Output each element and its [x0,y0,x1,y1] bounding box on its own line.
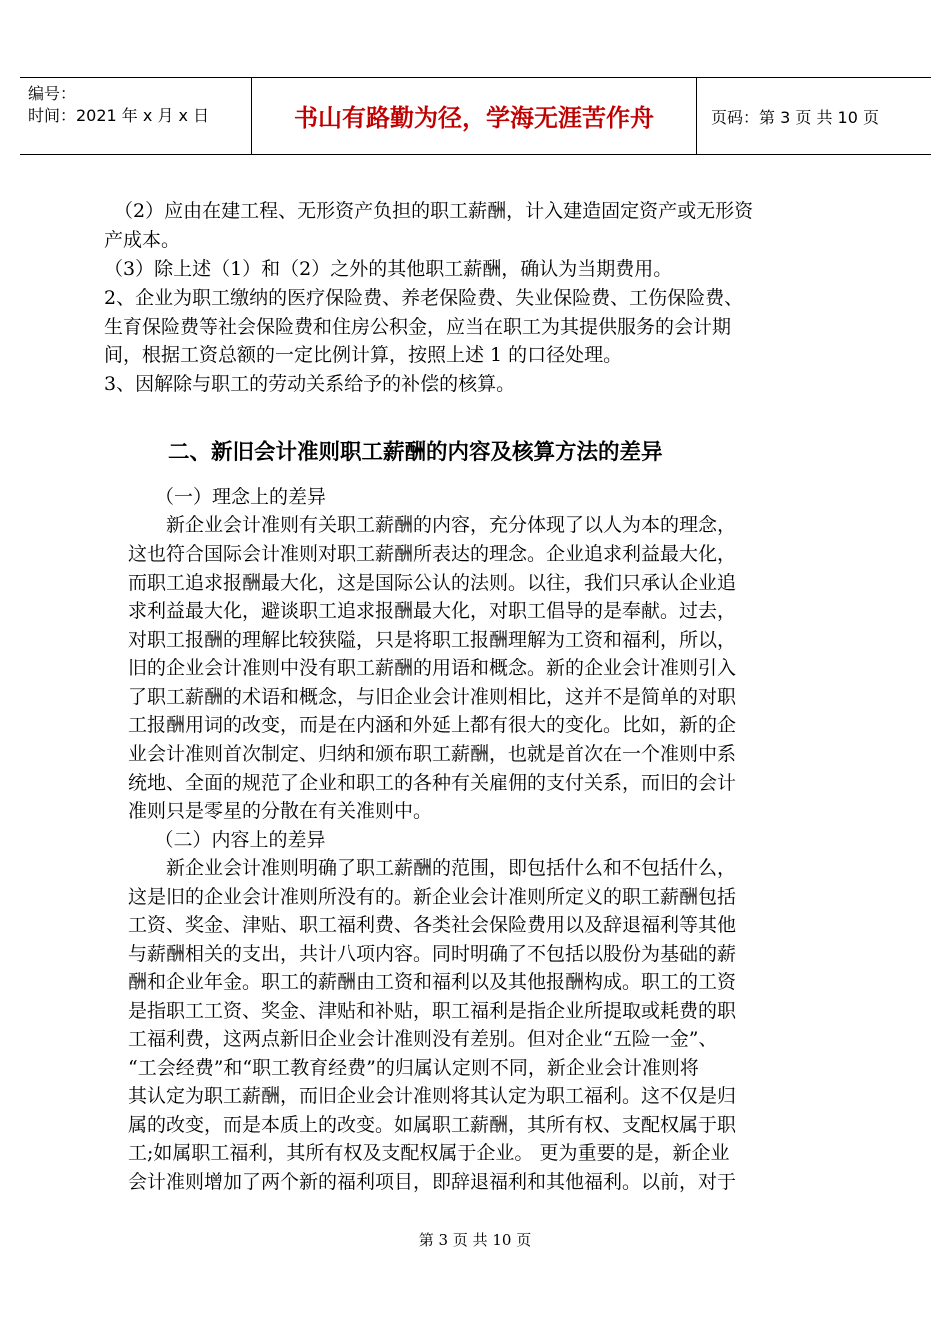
body-line: 了职工薪酬的术语和概念，与旧企业会计准则相比，这并不是简单的对职 [128,686,737,708]
section-heading: 二、新旧会计准则职工薪酬的内容及核算方法的差异 [168,440,663,465]
body-line: 工资、奖金、津贴、职工福利费、各类社会保险费用以及辞退福利等其他 [128,914,737,936]
body-line: 这也符合国际会计准则对职工薪酬所表达的理念。企业追求利益最大化， [128,543,737,565]
header-table [20,77,931,155]
header-page-code: 页码：第 3 页 共 10 页 [711,108,879,127]
body-line: 对职工报酬的理解比较狭隘，只是将职工报酬理解为工资和福利，所以， [128,629,737,651]
header-page-cell [697,78,931,154]
body-line: 是指职工工资、奖金、津贴和补贴，职工福利是指企业所提取或耗费的职 [128,1000,737,1022]
header-info-cell [20,78,251,154]
body-line: 其认定为职工薪酬，而旧企业会计准则将其认定为职工福利。这不仅是归 [128,1085,737,1107]
document-number-label: 编号： [28,84,77,103]
body-line: （3）除上述（1）和（2）之外的其他职工薪酬，确认为当期费用。 [104,258,673,280]
body-line: 间，根据工资总额的一定比例计算，按照上述 1 的口径处理。 [104,344,623,366]
document-time-label: 时间：2021 年 x 月 x 日 [28,106,210,125]
body-line: 求利益最大化，避谈职工追求报酬最大化，对职工倡导的是奉献。过去， [128,600,737,622]
header-motto: 书山有路勤为径，学海无涯苦作舟 [294,104,654,132]
subsection-heading: （二）内容上的差异 [145,829,326,851]
body-line: 工;如属职工福利，其所有权及支配权属于企业。 更为重要的是，新企业 [128,1142,730,1164]
body-line: 会计准则增加了两个新的福利项目，即辞退福利和其他福利。以前，对于 [128,1171,737,1193]
body-line: 新企业会计准则有关职工薪酬的内容，充分体现了以人为本的理念， [128,514,737,536]
body-line: 属的改变，而是本质上的改变。如属职工薪酬，其所有权、支配权属于职 [128,1114,737,1136]
body-line: 工福利费，这两点新旧企业会计准则没有差别。但对企业“五险一金”、 [128,1028,718,1050]
header-motto-cell [251,78,697,154]
body-line: 生育保险费等社会保险费和住房公积金，应当在职工为其提供服务的会计期 [104,316,732,338]
body-line: 产成本。 [104,229,181,251]
body-line: “工会经费”和“职工教育经费”的归属认定则不同，新企业会计准则将 [128,1057,699,1079]
body-line: 而职工追求报酬最大化，这是国际公认的法则。以往，我们只承认企业追 [128,572,737,594]
body-line: （2）应由在建工程、无形资产负担的职工薪酬，计入建造固定资产或无形资 [114,200,754,222]
body-line: 2、企业为职工缴纳的医疗保险费、养老保险费、失业保险费、工伤保险费、 [104,287,744,309]
subsection-heading: （一）理念上的差异 [155,486,327,508]
page-footer: 第 3 页 共 10 页 [418,1231,532,1249]
body-line: 酬和企业年金。职工的薪酬由工资和福利以及其他报酬构成。职工的工资 [128,971,737,993]
body-line: 业会计准则首次制定、归纳和颁布职工薪酬，也就是首次在一个准则中系 [128,743,737,765]
body-line: 工报酬用词的改变，而是在内涵和外延上都有很大的变化。比如，新的企 [128,714,737,736]
body-line: 准则只是零星的分散在有关准则中。 [128,800,433,822]
body-line: 这是旧的企业会计准则所没有的。新企业会计准则所定义的职工薪酬包括 [128,886,737,908]
body-line: 3、因解除与职工的劳动关系给予的补偿的核算。 [104,373,516,395]
body-line: 新企业会计准则明确了职工薪酬的范围，即包括什么和不包括什么， [128,857,737,879]
body-line: 与薪酬相关的支出，共计八项内容。同时明确了不包括以股份为基础的薪 [128,943,737,965]
body-line: 旧的企业会计准则中没有职工薪酬的用语和概念。新的企业会计准则引入 [128,657,737,679]
body-line: 统地、全面的规范了企业和职工的各种有关雇佣的支付关系，而旧的会计 [128,772,737,794]
